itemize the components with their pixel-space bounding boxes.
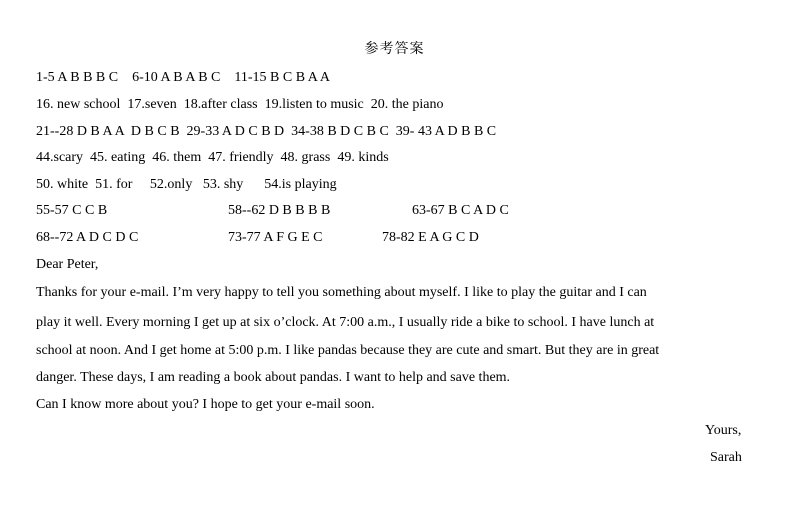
page-title: 参考答案 xyxy=(364,41,425,57)
letter-line-2: play it well. Every morning I get up at six o’clock. At 7:00 a.m., I usually ride a bike to school. I have lunch at xyxy=(36,315,655,330)
answer-line-44-49: 44.scary 45. eating 46. them 47. friendly 48. grass 49. kinds xyxy=(36,150,389,165)
answer-58-62: 58--62 D B B B B xyxy=(228,203,331,218)
answer-line-16-20: 16. new school 17.seven 18.after class 19.listen to music 20. the piano xyxy=(36,97,444,112)
letter-closing: Yours, xyxy=(705,423,742,438)
answer-line-1-15: 1-5 A B B B C 6-10 A B A B C 11-15 B C B A A xyxy=(36,70,330,85)
letter-greeting: Dear Peter, xyxy=(36,257,99,272)
answer-line-50-54: 50. white 51. for 52.only 53. shy 54.is playing xyxy=(36,177,337,192)
letter-line-1: Thanks for your e-mail. I’m very happy to tell you something about myself. I like to play the guitar and I can xyxy=(36,285,647,300)
answer-line-21-43: 21--28 D B A A D B C B 29-33 A D C B D 34-38 B D C B C 39- 43 A D B B C xyxy=(36,124,497,139)
letter-line-4: danger. These days, I am reading a book about pandas. I want to help and save them. xyxy=(36,370,511,385)
answer-63-67: 63-67 B C A D C xyxy=(412,203,509,218)
letter-line-5: Can I know more about you? I hope to get your e-mail soon. xyxy=(36,397,375,412)
letter-signature: Sarah xyxy=(710,450,742,465)
answer-78-82: 78-82 E A G C D xyxy=(382,230,479,245)
letter-line-3: school at noon. And I get home at 5:00 p.m. I like pandas because they are cute and smart. But they are in great xyxy=(36,343,660,358)
answer-73-77: 73-77 A F G E C xyxy=(228,230,323,245)
answer-68-72: 68--72 A D C D C xyxy=(36,230,139,245)
answer-55-57: 55-57 C C B xyxy=(36,203,108,218)
